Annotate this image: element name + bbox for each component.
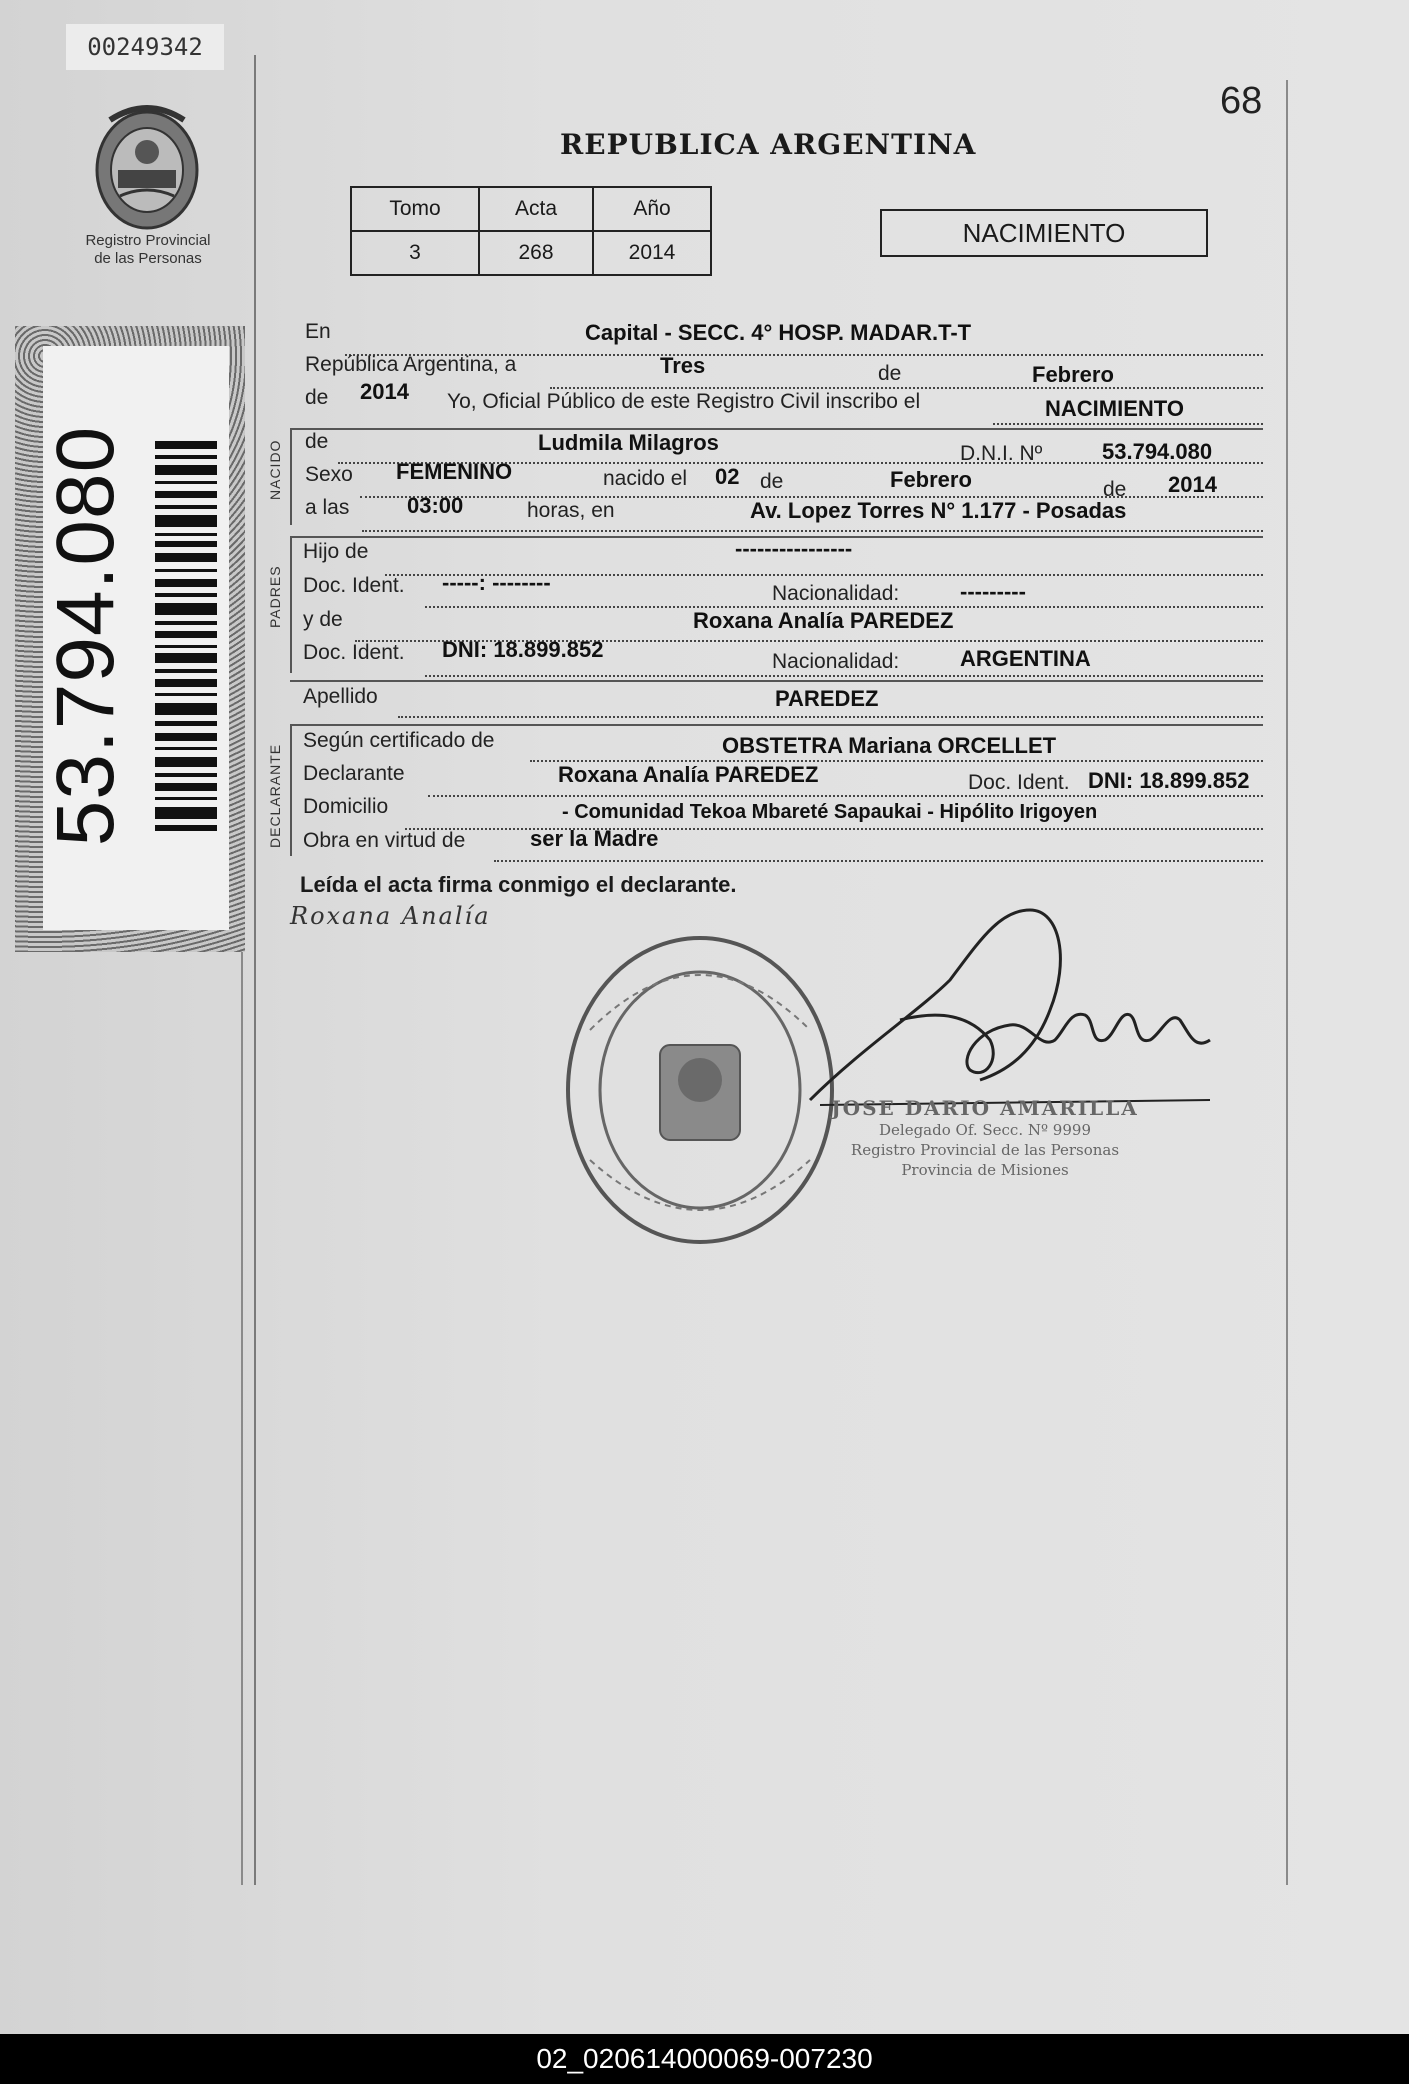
apellido-label: Apellido [303, 685, 378, 708]
official-line2: Registro Provincial de las Personas [850, 1141, 1120, 1159]
de3-label: de [305, 430, 329, 453]
record-table-values [351, 231, 711, 275]
document-title: REPUBLICA ARGENTINA [560, 128, 977, 161]
act-value: NACIMIENTO [1045, 396, 1184, 421]
dni-label: D.N.I. Nº [960, 442, 1043, 465]
segun-value: OBSTETRA Mariana ORCELLET [722, 733, 1057, 758]
doc3-label: Doc. Ident. [968, 771, 1070, 794]
serial-number: 00249342 [66, 24, 224, 70]
dotted-line [398, 716, 1263, 718]
barcode-icon [155, 441, 217, 831]
value-tomo: 3 [351, 231, 479, 275]
record-table-header [351, 187, 711, 231]
section-bar [290, 430, 292, 525]
yde-label: y de [303, 608, 343, 631]
barcode-label [40, 346, 229, 930]
header-tomo: Tomo [351, 187, 479, 231]
registry-caption-line1: Registro Provincial [85, 232, 211, 249]
section-divider [290, 428, 1263, 430]
doc2-label: Doc. Ident. [303, 641, 405, 664]
padres-side-label: PADRES [267, 565, 283, 628]
closing-statement: Leída el acta firma conmigo el declarante. [300, 872, 737, 897]
footer-filename: 02_020614000069-007230 [0, 2034, 1409, 2084]
doc-label: Doc. Ident. [303, 574, 405, 597]
registry-caption [70, 232, 226, 268]
margin-line-inner [241, 940, 243, 1885]
father-doc-value: -----: -------- [442, 570, 551, 595]
dni-value: 53.794.080 [1102, 439, 1213, 464]
declarante-doc-value: DNI: 18.899.852 [1088, 768, 1250, 793]
horas-label: horas, en [527, 499, 615, 522]
record-type-box: NACIMIENTO [880, 209, 1208, 257]
alas-label: a las [305, 496, 350, 519]
child-name-value: Ludmila Milagros [538, 430, 719, 455]
de2-label: de [305, 386, 329, 409]
nacido-label: nacido el [603, 467, 688, 490]
birth-day-value: 02 [715, 464, 740, 489]
de-label: de [878, 362, 902, 385]
section-bar [290, 538, 292, 673]
nacionalidad2-label: Nacionalidad: [772, 650, 900, 673]
father-value: ---------------- [735, 536, 853, 561]
provincial-seal-icon [90, 100, 204, 234]
header-acta: Acta [479, 187, 593, 231]
declarante-side-label: DECLARANTE [267, 743, 283, 848]
handwritten-declarant-signature: Roxana Analía [290, 902, 491, 930]
mother-name-value: Roxana Analía PAREDEZ [693, 608, 954, 633]
value-acta: 268 [479, 231, 593, 275]
birth-place-value: Av. Lopez Torres N° 1.177 - Posadas [750, 498, 1127, 523]
hijo-label: Hijo de [303, 540, 369, 563]
section-divider [290, 724, 1263, 726]
month-value: Febrero [1032, 362, 1114, 387]
dotted-line [494, 860, 1263, 862]
de5-label: de [1103, 478, 1127, 501]
declarante-label: Declarante [303, 762, 405, 785]
day-value: Tres [660, 353, 706, 378]
nacido-side-label: NACIDO [267, 439, 283, 500]
registry-caption-line2: de las Personas [94, 250, 202, 267]
official-signature-icon [800, 900, 1220, 1120]
father-nac-value: --------- [960, 579, 1026, 604]
margin-line [254, 55, 256, 1885]
margin-line-right [1286, 80, 1288, 1885]
mother-nac-value: ARGENTINA [960, 646, 1091, 671]
obra-value: ser la Madre [530, 826, 659, 851]
value-anio: 2014 [593, 231, 711, 275]
birth-month-value: Febrero [890, 467, 972, 492]
sexo-label: Sexo [305, 463, 353, 486]
dotted-line [362, 530, 1263, 532]
time-value: 03:00 [407, 493, 464, 518]
domicilio-label: Domicilio [303, 795, 389, 818]
republica-label: República Argentina, a [305, 353, 517, 376]
year-value: 2014 [360, 379, 409, 404]
header-anio: Año [593, 187, 711, 231]
dotted-line [550, 387, 1263, 389]
yo-text: Yo, Oficial Público de este Registro Civil inscribo el [447, 390, 921, 413]
official-stamp-icon [560, 930, 840, 1250]
domicilio-value: - Comunidad Tekoa Mbareté Sapaukai - Hipólito Irigoyen [562, 801, 1098, 823]
official-line1: Delegado Of. Secc. Nº 9999 [879, 1121, 1091, 1139]
de4-label: de [760, 470, 784, 493]
obra-label: Obra en virtud de [303, 829, 466, 852]
declarante-value: Roxana Analía PAREDEZ [558, 762, 819, 787]
page-number: 68 [1220, 80, 1263, 122]
dotted-line [993, 423, 1263, 425]
nacionalidad-label: Nacionalidad: [772, 582, 900, 605]
section-divider [290, 680, 1263, 682]
official-name: JOSE DARIO AMARILLA [831, 1096, 1139, 1120]
segun-label: Según certificado de [303, 729, 495, 752]
dni-vertical-number: 53.794.080 [40, 425, 131, 847]
section-bar [290, 726, 292, 856]
en-label: En [305, 320, 331, 343]
mother-doc-value: DNI: 18.899.852 [442, 637, 604, 662]
record-table [350, 186, 712, 276]
official-block [830, 1096, 1140, 1180]
dni-barcode-sticker [15, 326, 245, 952]
dotted-line [428, 795, 1263, 797]
sexo-value: FEMENINO [396, 459, 513, 484]
place-value: Capital - SECC. 4° HOSP. MADAR.T-T [585, 320, 972, 345]
birth-year-value: 2014 [1168, 472, 1217, 497]
apellido-value: PAREDEZ [775, 686, 879, 711]
official-line3: Provincia de Misiones [901, 1161, 1069, 1179]
dotted-line [425, 675, 1263, 677]
